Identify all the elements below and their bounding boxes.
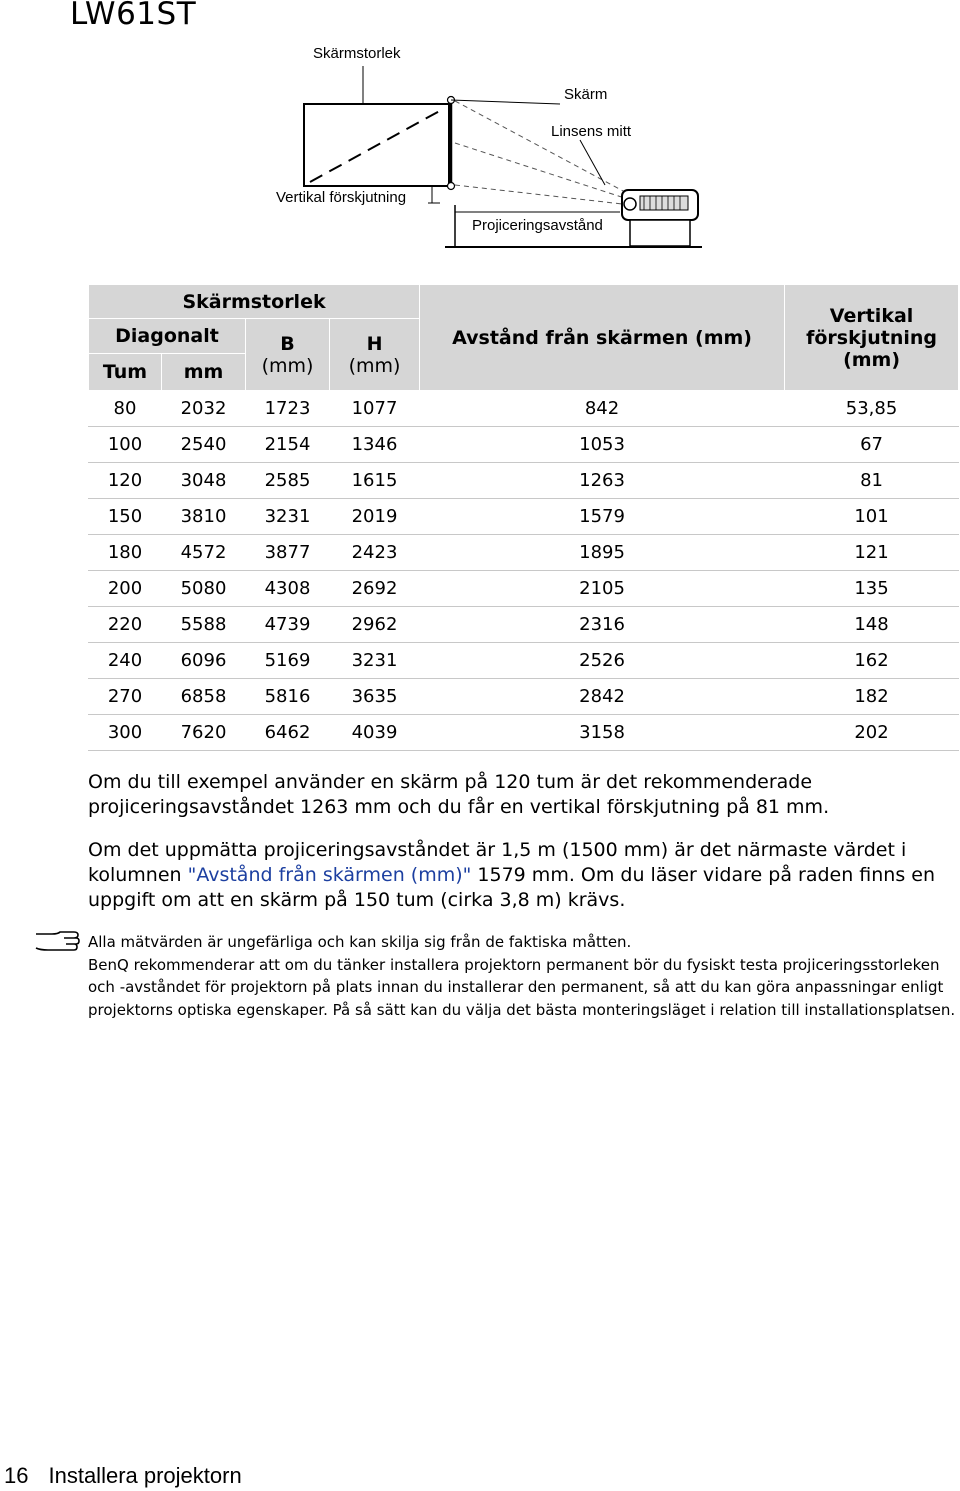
header-offset-line1: Vertikal — [829, 304, 914, 327]
cell-offset: 182 — [785, 679, 959, 715]
projection-diagram — [0, 0, 960, 260]
header-width — [246, 319, 330, 391]
cell-b: 1723 — [246, 391, 330, 427]
cell-inch: 270 — [89, 679, 162, 715]
header-width-unit: (mm) — [261, 354, 314, 377]
header-offset-unit: (mm) — [843, 348, 901, 371]
table-row — [89, 679, 959, 715]
cell-offset: 53,85 — [785, 391, 959, 427]
notes — [88, 931, 958, 1021]
cell-distance: 1263 — [420, 463, 785, 499]
cell-h: 3231 — [330, 643, 420, 679]
cell-distance: 1579 — [420, 499, 785, 535]
cell-offset: 101 — [785, 499, 959, 535]
cell-h: 1346 — [330, 427, 420, 463]
cell-distance: 2842 — [420, 679, 785, 715]
table-row — [89, 499, 959, 535]
cell-b: 3231 — [246, 499, 330, 535]
cell-inch: 80 — [89, 391, 162, 427]
cell-h: 2962 — [330, 607, 420, 643]
cell-b: 6462 — [246, 715, 330, 751]
cell-h: 1077 — [330, 391, 420, 427]
label-lens-center: Linsens mitt — [551, 123, 632, 140]
screen-leader — [451, 100, 560, 104]
header-height — [330, 319, 420, 391]
table-row — [89, 715, 959, 751]
cell-h: 2692 — [330, 571, 420, 607]
lens-center-leader — [580, 140, 605, 185]
cell-offset: 81 — [785, 463, 959, 499]
model-title: LW61ST — [70, 0, 197, 32]
cell-inch: 180 — [89, 535, 162, 571]
label-projection-distance: Projiceringsavstånd — [472, 217, 603, 234]
cell-mm: 3048 — [162, 463, 246, 499]
note-2: BenQ rekommenderar att om du tänker installera projektorn permanent bör du fysiskt testa projiceringsstorleken och -avståndet för projektorn på plats innan du installerar den permanent, så att du kan göra anpassningar enligt projektorns optiska egenskaper. På så sätt kan du välja det bästa monteringsläget i relation till installationsplatsen. — [88, 955, 956, 1019]
cell-inch: 240 — [89, 643, 162, 679]
header-screen-size: Skärmstorlek — [89, 285, 420, 319]
cell-offset: 67 — [785, 427, 959, 463]
table-body — [89, 391, 959, 751]
header-distance: Avstånd från skärmen (mm) — [420, 285, 785, 391]
footer-section: Installera projektorn — [48, 1463, 242, 1488]
cell-inch: 300 — [89, 715, 162, 751]
cell-mm: 2032 — [162, 391, 246, 427]
cell-distance: 842 — [420, 391, 785, 427]
cell-b: 5169 — [246, 643, 330, 679]
table-row — [89, 391, 959, 427]
cell-distance: 2316 — [420, 607, 785, 643]
header-diagonal: Diagonalt — [89, 319, 246, 354]
cell-h: 1615 — [330, 463, 420, 499]
cell-inch: 200 — [89, 571, 162, 607]
cell-mm: 3810 — [162, 499, 246, 535]
example2-text-1: Om det uppmätta projiceringsavståndet är 1,5 m (1500 mm) är det närmaste värdet i kolumnen — [88, 839, 907, 886]
header-vertical-offset — [785, 285, 959, 391]
cell-b: 4739 — [246, 607, 330, 643]
projection-table — [88, 284, 959, 751]
example2-highlight: "Avstånd från skärmen (mm)" — [187, 864, 472, 886]
table-row — [89, 571, 959, 607]
cell-h: 2423 — [330, 535, 420, 571]
header-offset-line2: förskjutning — [806, 326, 937, 349]
cell-offset: 162 — [785, 643, 959, 679]
label-screen-size: Skärmstorlek — [313, 45, 401, 62]
cell-b: 3877 — [246, 535, 330, 571]
cell-h: 4039 — [330, 715, 420, 751]
table-row — [89, 643, 959, 679]
cell-b: 2154 — [246, 427, 330, 463]
cell-h: 3635 — [330, 679, 420, 715]
cell-inch: 120 — [89, 463, 162, 499]
cell-mm: 5080 — [162, 571, 246, 607]
cell-distance: 1895 — [420, 535, 785, 571]
cell-offset: 148 — [785, 607, 959, 643]
screen-diagonal — [310, 108, 445, 182]
cell-inch: 220 — [89, 607, 162, 643]
cell-b: 5816 — [246, 679, 330, 715]
table-row — [89, 607, 959, 643]
cell-offset: 121 — [785, 535, 959, 571]
cell-h: 2019 — [330, 499, 420, 535]
note-1: Alla mätvärden är ungefärliga och kan skilja sig från de faktiska måtten. — [88, 933, 632, 951]
cell-distance: 3158 — [420, 715, 785, 751]
projector-icon — [622, 190, 698, 246]
table-row — [89, 427, 959, 463]
table-row — [89, 463, 959, 499]
header-height-label: H — [366, 332, 383, 355]
cell-inch: 100 — [89, 427, 162, 463]
cell-mm: 2540 — [162, 427, 246, 463]
cell-distance: 2526 — [420, 643, 785, 679]
header-width-label: B — [280, 332, 295, 355]
cell-b: 2585 — [246, 463, 330, 499]
cell-mm: 4572 — [162, 535, 246, 571]
table-row — [89, 535, 959, 571]
cell-mm: 5588 — [162, 607, 246, 643]
page-footer — [4, 1463, 242, 1489]
label-vertical-offset: Vertikal förskjutning — [276, 189, 407, 206]
note-hand-icon — [34, 928, 80, 954]
cell-b: 4308 — [246, 571, 330, 607]
cell-distance: 2105 — [420, 571, 785, 607]
header-mm: mm — [162, 354, 246, 391]
example-paragraph-2 — [88, 838, 948, 913]
header-inch: Tum — [89, 354, 162, 391]
label-screen: Skärm — [564, 86, 608, 103]
cell-inch: 150 — [89, 499, 162, 535]
cell-offset: 202 — [785, 715, 959, 751]
cell-mm: 6096 — [162, 643, 246, 679]
example-paragraph-1: Om du till exempel använder en skärm på 120 tum är det rekommenderade projiceringsavståndet 1263 mm och du får en vertikal förskjutning på 81 mm. — [88, 771, 830, 818]
cell-offset: 135 — [785, 571, 959, 607]
example2-text-2: 1579 mm. Om du läser vidare på raden finns en uppgift om att en skärm på 150 tum (cirka 3,8 m) krävs. — [88, 864, 936, 911]
cell-mm: 7620 — [162, 715, 246, 751]
cell-distance: 1053 — [420, 427, 785, 463]
page-number: 16 — [4, 1463, 29, 1488]
cell-mm: 6858 — [162, 679, 246, 715]
header-height-unit: (mm) — [348, 354, 401, 377]
